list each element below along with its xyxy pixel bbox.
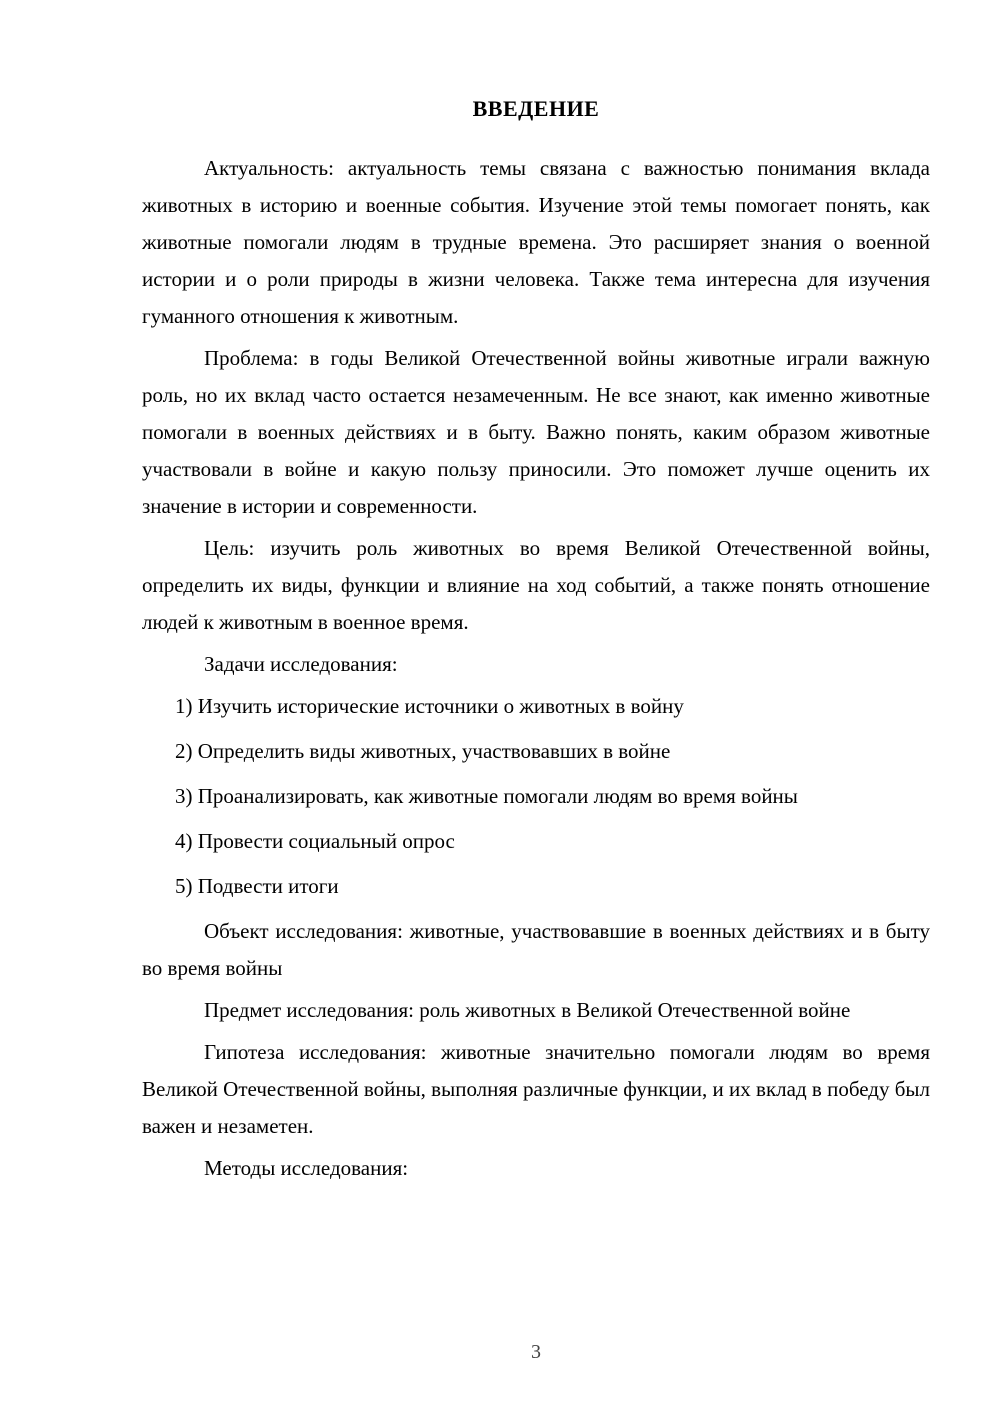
- task-item: 3) Проанализировать, как животные помогали людям во время войны: [175, 784, 798, 808]
- paragraph-hypothesis: Гипотеза исследования: животные значительно помогали людям во время Великой Отечественной войны, выполняя различные функции, и их вклад в победу был важен и незаметен.: [142, 1040, 930, 1138]
- page-number: 3: [531, 1341, 541, 1363]
- paragraph-goal: Цель: изучить роль животных во время Великой Отечественной войны, определить их виды, функции и влияние на ход событий, а также понять отношение людей к животным в военное время.: [142, 536, 930, 634]
- paragraph-problem: Проблема: в годы Великой Отечественной войны животные играли важную роль, но их вклад часто остается незамеченным. Не все знают, как именно животные помогали в военных действиях и в быту. Важно понять, каким образом животные участвовали в войне и какую пользу приносили. Это поможет лучше оценить их значение в истории и современности.: [142, 346, 930, 518]
- task-item: 1) Изучить исторические источники о животных в войну: [175, 694, 684, 718]
- task-item: 2) Определить виды животных, участвовавших в войне: [175, 739, 671, 763]
- tasks-heading: Задачи исследования:: [204, 652, 398, 676]
- task-item: 5) Подвести итоги: [175, 874, 339, 898]
- page-title: ВВЕДЕНИЕ: [472, 96, 600, 121]
- task-item: 4) Провести социальный опрос: [175, 829, 455, 853]
- methods-heading: Методы исследования:: [204, 1156, 409, 1180]
- paragraph-subject: Предмет исследования: роль животных в Великой Отечественной войне: [204, 998, 851, 1022]
- paragraph-relevance: Актуальность: актуальность темы связана с важностью понимания вклада животных в историю и военные события. Изучение этой темы помогает понять, как животные помогали людям в трудные времена. Это расширяет знания о военной истории и о роли природы в жизни человека. Также тема интересна для изучения гуманного отношения к животным.: [142, 156, 930, 328]
- tasks-list: [142, 688, 930, 905]
- paragraph-object: Объект исследования: животные, участвовавшие в военных действиях и в быту во время войны: [142, 919, 930, 980]
